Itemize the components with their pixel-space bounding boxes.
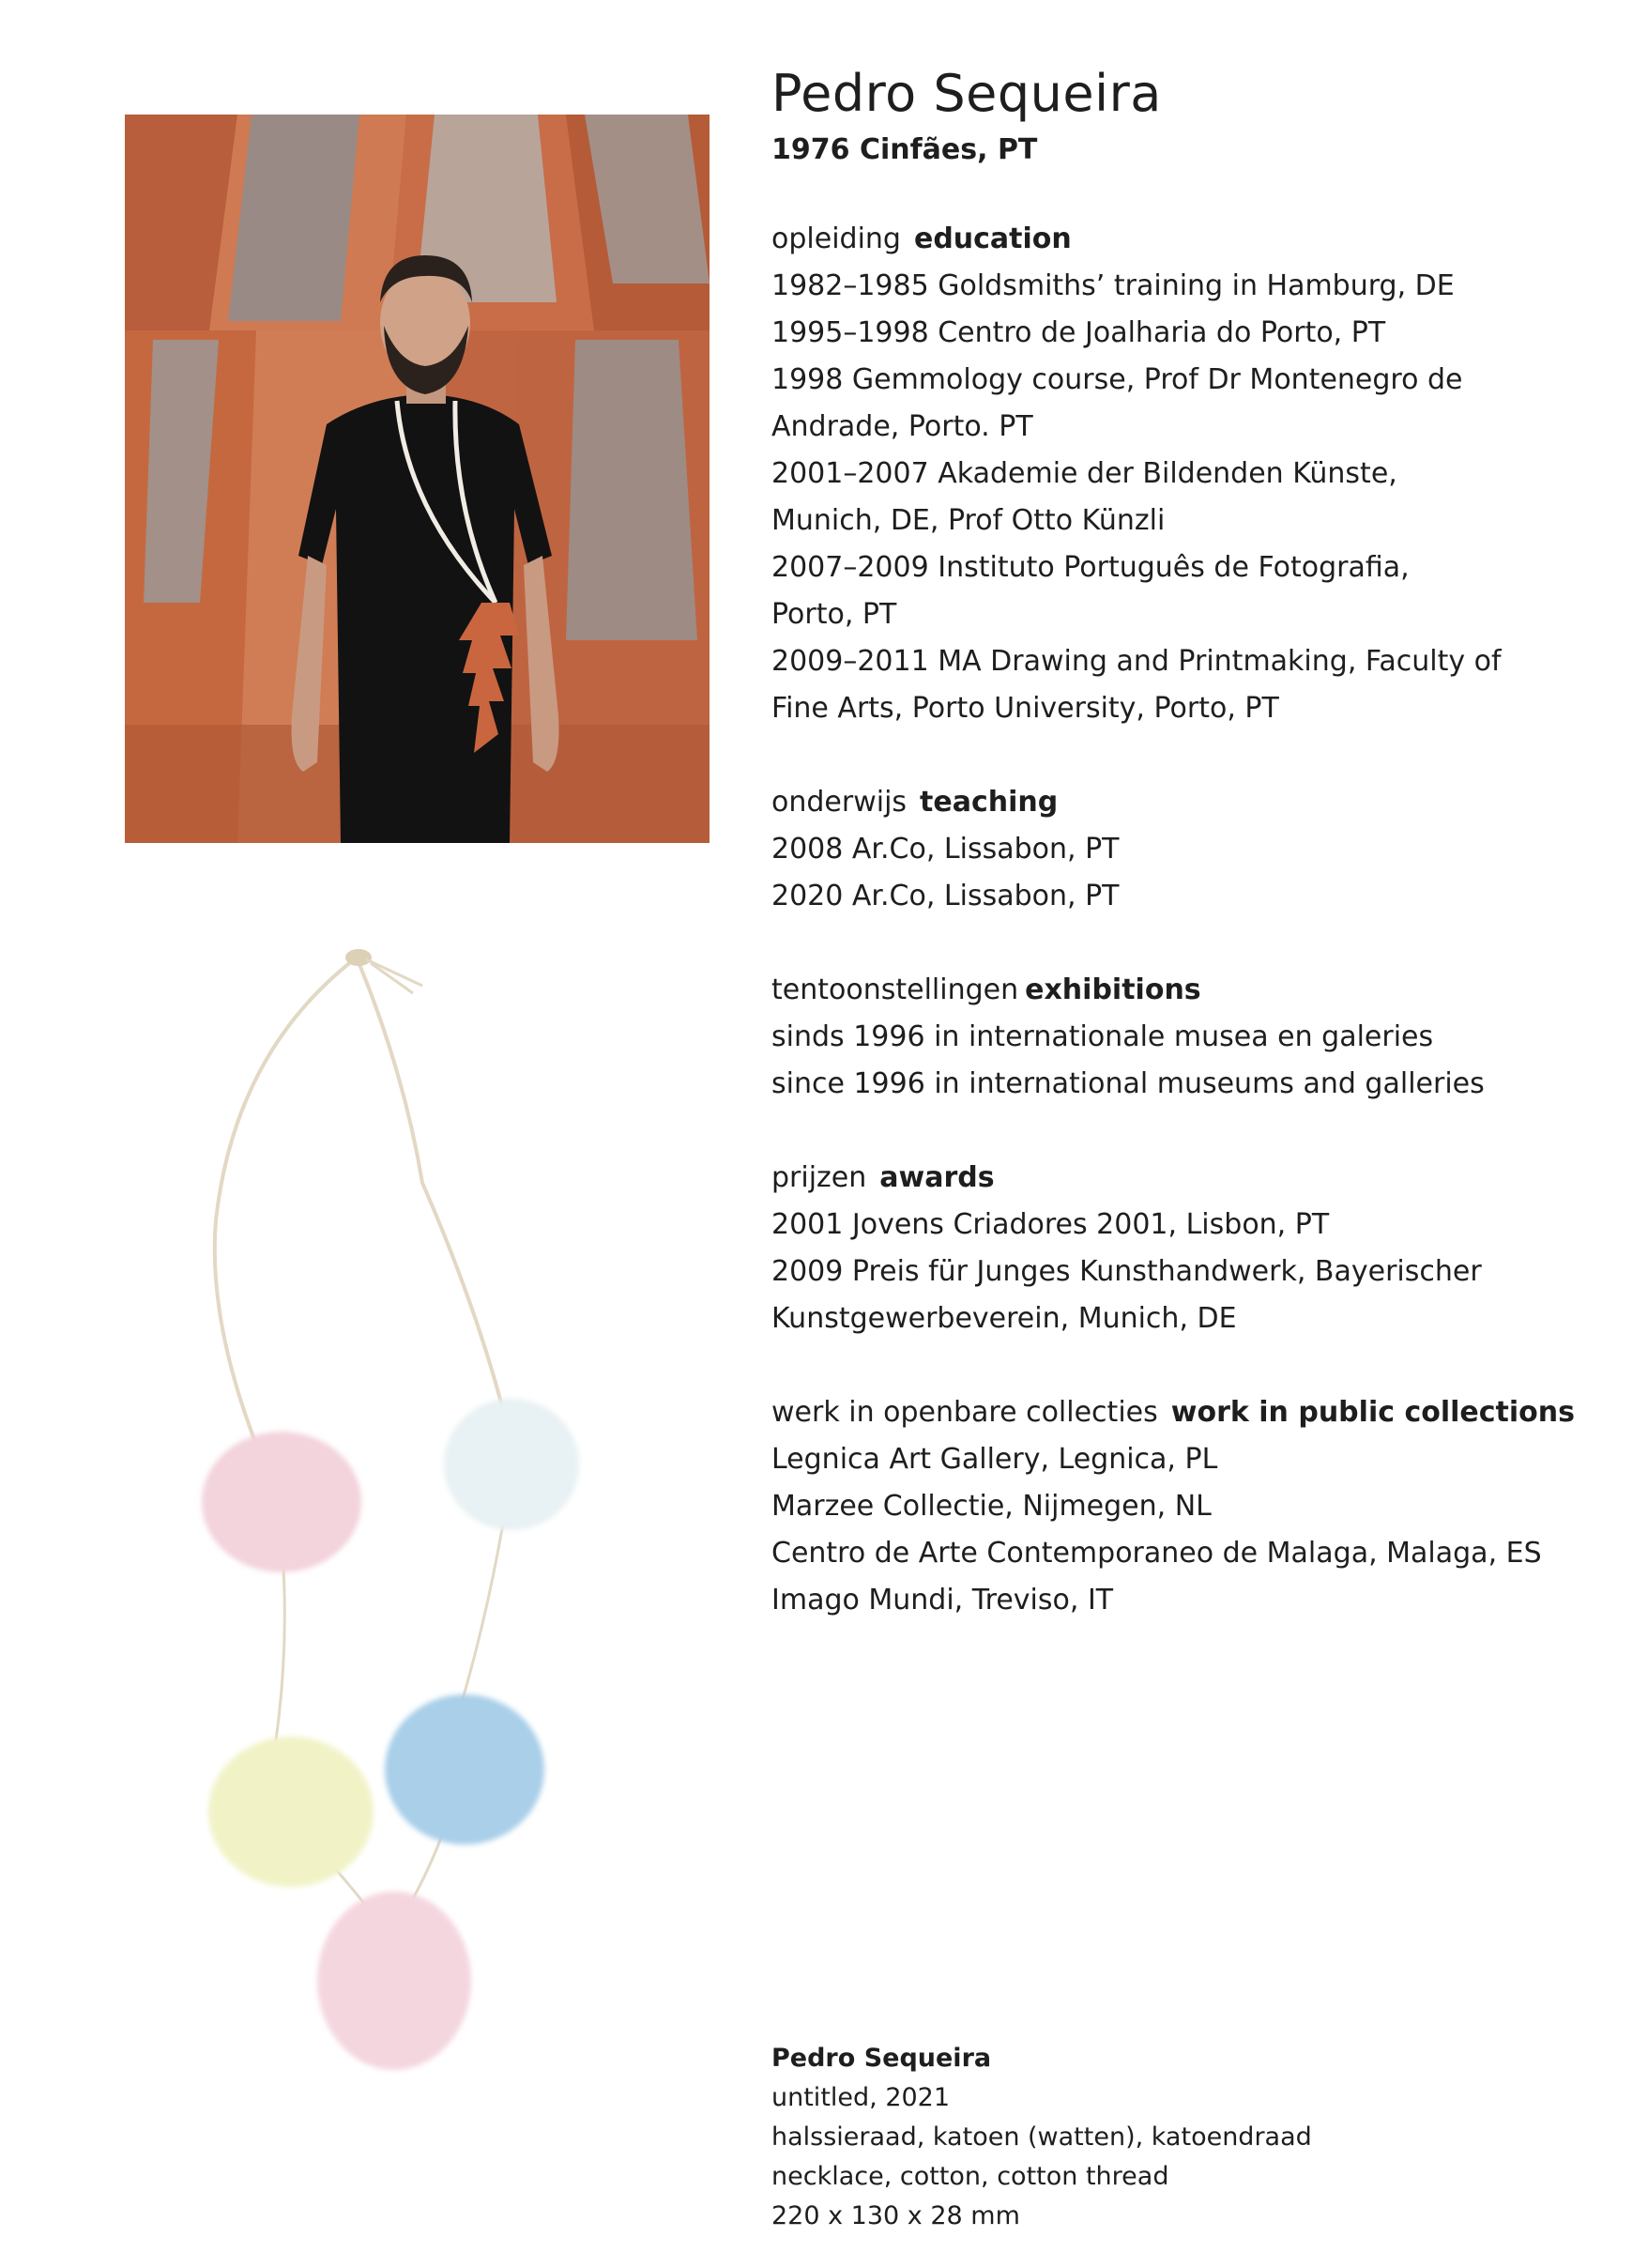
artist-portrait-photo	[125, 115, 710, 843]
education-line: Porto, PT	[771, 598, 897, 631]
heading-en: work in public collections	[1170, 1396, 1575, 1429]
artist-bio	[771, 56, 1616, 1624]
section-heading	[771, 1155, 1616, 1202]
artist-birth: 1976 Cinfães, PT	[771, 133, 1038, 166]
education-line: 2009–2011 MA Drawing and Printmaking, Faculty of	[771, 645, 1502, 678]
teaching-line: 2008 Ar.Co, Lissabon, PT	[771, 833, 1120, 866]
education-line: Munich, DE, Prof Otto Künzli	[771, 504, 1166, 537]
exhibitions-line: since 1996 in international museums and galleries	[771, 1067, 1485, 1100]
exhibitions-section	[771, 967, 1616, 1108]
collections-line: Marzee Collectie, Nijmegen, NL	[771, 1490, 1212, 1523]
education-line: 2001–2007 Akademie der Bildenden Künste,	[771, 457, 1397, 490]
collections-line: Legnica Art Gallery, Legnica, PL	[771, 1443, 1218, 1476]
portrait-illustration	[125, 115, 710, 843]
education-line: Fine Arts, Porto University, Porto, PT	[771, 692, 1279, 725]
collections-section	[771, 1389, 1616, 1624]
heading-nl: tentoonstellingen	[771, 973, 1019, 1006]
awards-line: Kunstgewerbeverein, Munich, DE	[771, 1302, 1237, 1335]
education-line: 1995–1998 Centro de Joalharia do Porto, PT	[771, 316, 1386, 349]
awards-section	[771, 1155, 1616, 1342]
necklace-artwork-photo	[178, 939, 648, 2122]
artist-name: Pedro Sequeira	[771, 64, 1162, 123]
education-section	[771, 216, 1616, 732]
caption-title: untitled, 2021	[771, 2083, 951, 2112]
heading-nl: onderwijs	[771, 786, 908, 819]
collections-line: Centro de Arte Contemporaneo de Malaga, Malaga, ES	[771, 1537, 1542, 1570]
exhibitions-line: sinds 1996 in internationale musea en galeries	[771, 1020, 1434, 1053]
caption-material-nl: halssieraad, katoen (watten), katoendraad	[771, 2122, 1312, 2152]
education-line: 1982–1985 Goldsmiths’ training in Hamburg, DE	[771, 269, 1455, 302]
heading-en: teaching	[920, 786, 1059, 819]
heading-nl: opleiding	[771, 222, 901, 255]
awards-line: 2009 Preis für Junges Kunsthandwerk, Bayerischer	[771, 1255, 1482, 1288]
caption-material-en: necklace, cotton, cotton thread	[771, 2162, 1169, 2191]
heading-nl: prijzen	[771, 1161, 867, 1194]
awards-line: 2001 Jovens Criadores 2001, Lisbon, PT	[771, 1208, 1330, 1241]
teaching-section	[771, 779, 1616, 920]
collections-line: Imago Mundi, Treviso, IT	[771, 1584, 1114, 1617]
section-heading	[771, 216, 1616, 263]
section-heading	[771, 779, 1616, 826]
artwork-caption	[771, 2039, 1428, 2236]
caption-dimensions: 220 x 130 x 28 mm	[771, 2201, 1020, 2230]
necklace-illustration	[178, 939, 648, 2122]
heading-en: exhibitions	[1025, 973, 1201, 1006]
education-line: 1998 Gemmology course, Prof Dr Montenegro de	[771, 363, 1463, 396]
teaching-line: 2020 Ar.Co, Lissabon, PT	[771, 880, 1120, 912]
heading-en: education	[913, 222, 1072, 255]
heading-nl: werk in openbare collecties	[771, 1396, 1158, 1429]
education-line: 2007–2009 Instituto Português de Fotografia,	[771, 551, 1410, 584]
section-heading	[771, 1389, 1616, 1436]
caption-artist-name: Pedro Sequeira	[771, 2044, 992, 2073]
heading-en: awards	[879, 1161, 995, 1194]
section-heading	[771, 967, 1616, 1014]
education-line: Andrade, Porto. PT	[771, 410, 1033, 443]
